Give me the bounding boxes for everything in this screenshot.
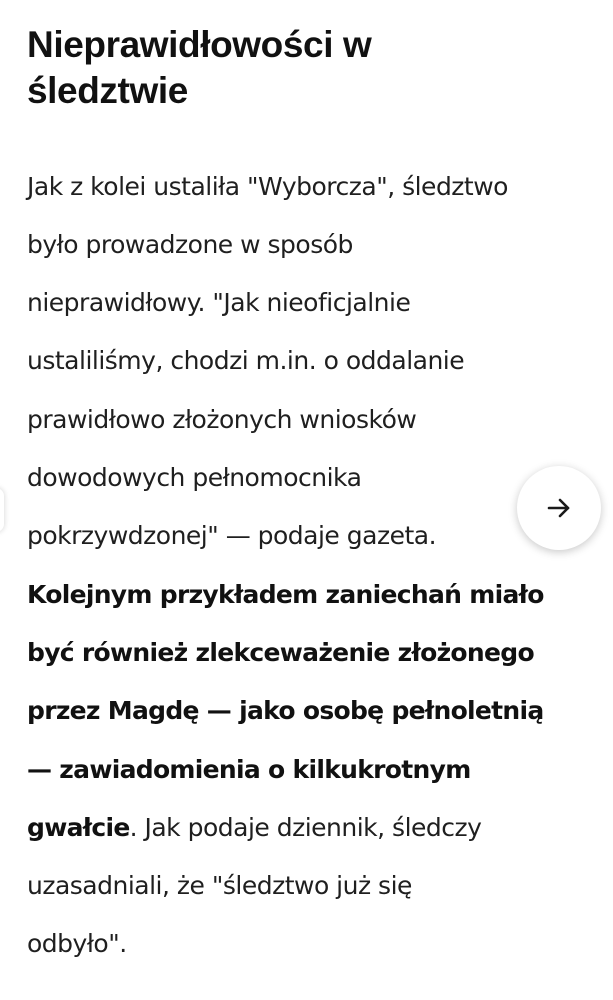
paragraph-line: Jak z kolei ustaliła "Wyborcza", śledztwo (27, 172, 508, 201)
paragraph-line: było prowadzone w sposób (27, 230, 353, 259)
bold-text: przez Magdę — jako osobę pełnoletnią (27, 696, 544, 725)
bold-paragraph-line (27, 633, 534, 673)
bold-paragraph-line (27, 575, 544, 615)
paragraph-line: dowodowych pełnomocnika (27, 463, 362, 492)
paragraph-line: ustaliliśmy, chodzi m.in. o oddalanie (27, 346, 465, 375)
bold-paragraph-line (27, 750, 471, 790)
arrow-right-icon (546, 495, 572, 521)
bold-text: być również zlekceważenie złożonego (27, 638, 534, 667)
next-button[interactable] (517, 466, 601, 550)
section-heading-line-2: śledztwie (27, 70, 188, 111)
paragraph-line: odbyło". (27, 929, 127, 958)
paragraph-line: prawidłowo złożonych wniosków (27, 405, 417, 434)
mixed-paragraph-line (27, 808, 481, 848)
section-heading-line-1: Nieprawidłowości w (27, 24, 372, 65)
section-heading (27, 22, 497, 114)
bold-text: — zawiadomienia o kilkukrotnym (27, 755, 471, 784)
paragraph-line: pokrzywdzonej" — podaje gazeta. (27, 521, 437, 550)
regular-text: . Jak podaje dziennik, śledczy (129, 813, 482, 842)
previous-button-edge[interactable] (0, 488, 4, 532)
bold-paragraph-line (27, 691, 544, 731)
bold-text: gwałcie (27, 813, 130, 842)
bold-text: Kolejnym przykładem zaniechań miało (27, 580, 544, 609)
paragraph-line: uzasadniali, że "śledztwo już się (27, 871, 412, 900)
paragraph-line: nieprawidłowy. "Jak nieoficjalnie (27, 288, 411, 317)
